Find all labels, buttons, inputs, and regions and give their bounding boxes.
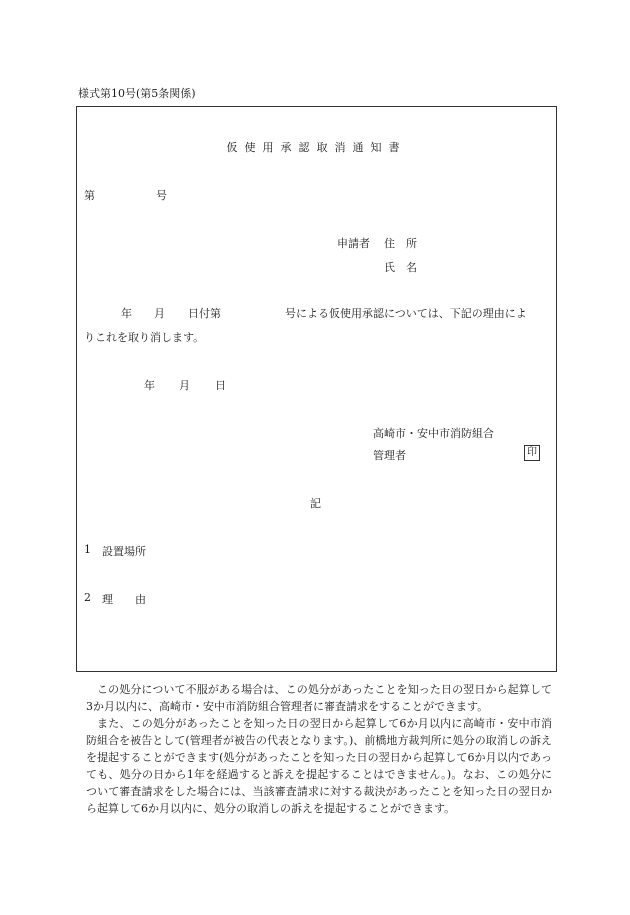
notice-paragraph-1: この処分について不服がある場合は、この処分があったことを知った日の翌日から起算して3か月以内に、高崎市・安中市消防組合管理者に審査請求をすることができます。 <box>86 683 552 713</box>
approval-date-day-ref: 日付第 <box>188 307 221 320</box>
form-number-label: 様式第10号(第5条関係) <box>78 87 196 100</box>
appeal-notice <box>86 681 552 817</box>
approval-date-month: 月 <box>154 307 165 320</box>
item-2-label: 理 由 <box>102 593 146 606</box>
issuer-role: 管理者 <box>373 449 406 462</box>
item-2-number: 2 <box>84 591 91 604</box>
applicant-name-label: 氏 名 <box>384 261 417 274</box>
item-1-label: 設置場所 <box>102 545 146 558</box>
approval-date-year: 年 <box>121 307 132 320</box>
ki-heading: 記 <box>310 497 321 510</box>
notice-number-prefix: 第 <box>84 189 95 202</box>
document-title: 仮使用承認取消通知書 <box>226 141 407 154</box>
issue-date-day: 日 <box>215 379 226 392</box>
notice-paragraph-2: また、この処分があったことを知った日の翌日から起算して6か月以内に高崎市・安中市消防組合を被告として(管理者が被告の代表となります。)、前橋地方裁判所に処分の取消しの訴えを提起することができます(処分があったことを知った日の翌日から起算して6か月以内であっても、処分の日から1年を経過すると訴えを提起することはできません。)。なお、この処分について審査請求をした場合には、当該審査請求に対する裁決があったことを知った日の翌日から起算して6か月以内に、処分の取消しの訴えを提起することができます。 <box>86 717 552 815</box>
body-line-2: りこれを取り消します。 <box>84 331 205 344</box>
issue-date-year: 年 <box>144 379 155 392</box>
applicant-address-label: 住 所 <box>384 237 417 250</box>
applicant-label: 申請者 <box>337 237 370 250</box>
item-1-number: 1 <box>84 543 91 556</box>
notice-number-suffix: 号 <box>156 189 167 202</box>
seal-mark: 印 <box>524 445 540 461</box>
body-line-1: 号による仮使用承認については、下記の理由によ <box>285 307 527 320</box>
issue-date-month: 月 <box>179 379 190 392</box>
issuer-organization: 高崎市・安中市消防組合 <box>373 427 494 440</box>
